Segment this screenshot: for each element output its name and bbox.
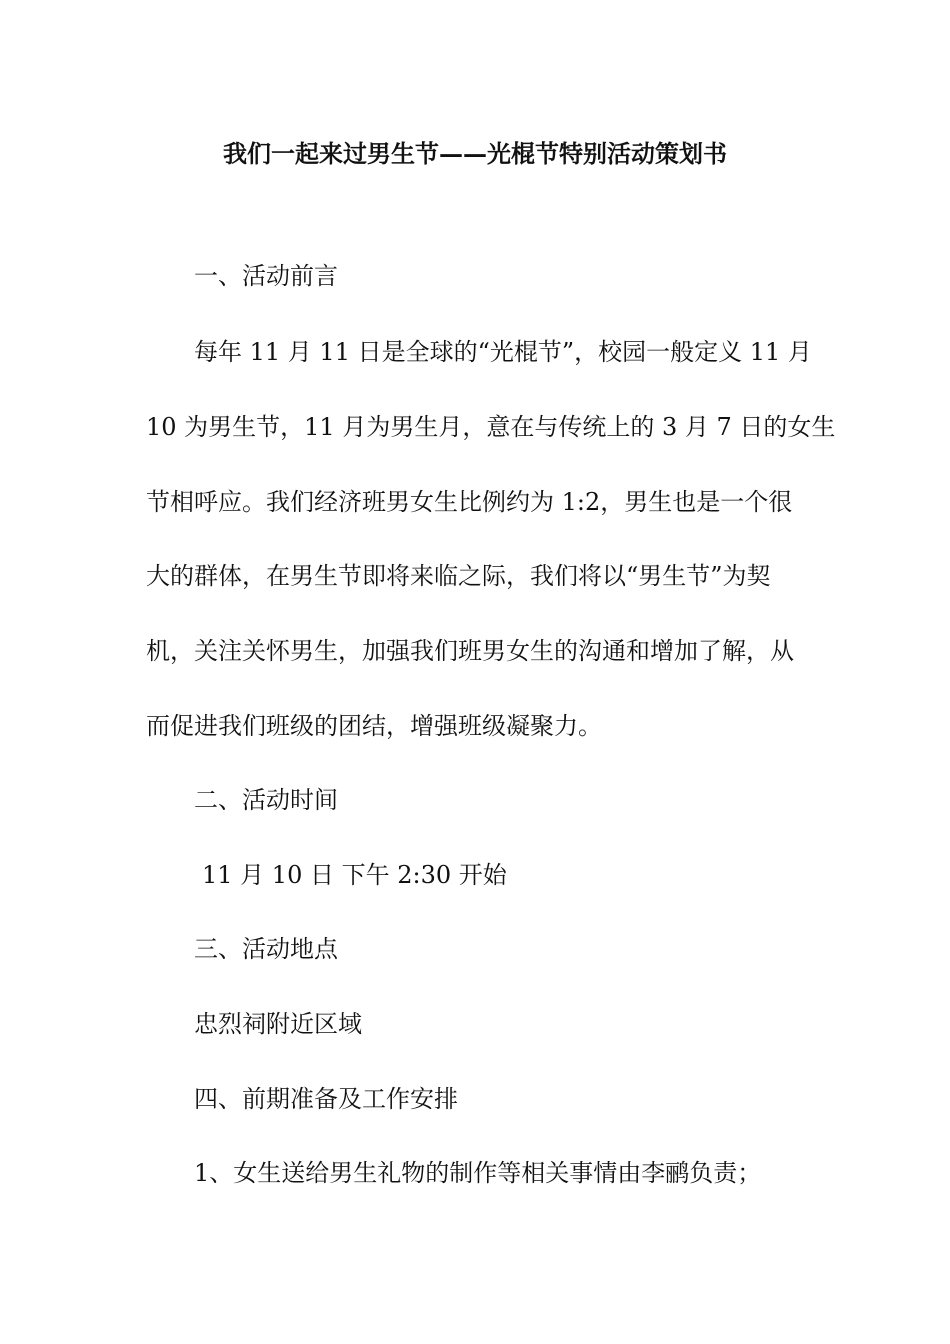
preface-line-6: 而促进我们班级的团结，增强班级凝聚力。 [146,712,602,740]
activity-time: 11 月 10 日 下午 2:30 开始 [202,861,507,889]
section-heading-preparation: 四、前期准备及工作安排 [194,1085,458,1113]
preface-line-2: 10 为男生节，11 月为男生月，意在与传统上的 3 月 7 日的女生 [146,413,836,441]
preface-line-3: 节相呼应。我们经济班男女生比例约为 1:2，男生也是一个很 [146,488,793,516]
preface-line-1: 每年 11 月 11 日是全球的“光棍节”，校园一般定义 11 月 [194,338,812,366]
section-heading-preface: 一、活动前言 [194,262,338,290]
activity-location: 忠烈祠附近区域 [194,1010,362,1038]
preface-line-5: 机，关注关怀男生，加强我们班男女生的沟通和增加了解，从 [146,637,794,665]
section-heading-time: 二、活动时间 [194,786,338,814]
section-heading-location: 三、活动地点 [194,935,338,963]
preparation-item-1: 1、女生送给男生礼物的制作等相关事情由李鹂负责； [194,1159,762,1187]
document-title: 我们一起来过男生节——光棍节特别活动策划书 [223,139,727,168]
preface-line-4: 大的群体，在男生节即将来临之际，我们将以“男生节”为契 [146,562,771,590]
